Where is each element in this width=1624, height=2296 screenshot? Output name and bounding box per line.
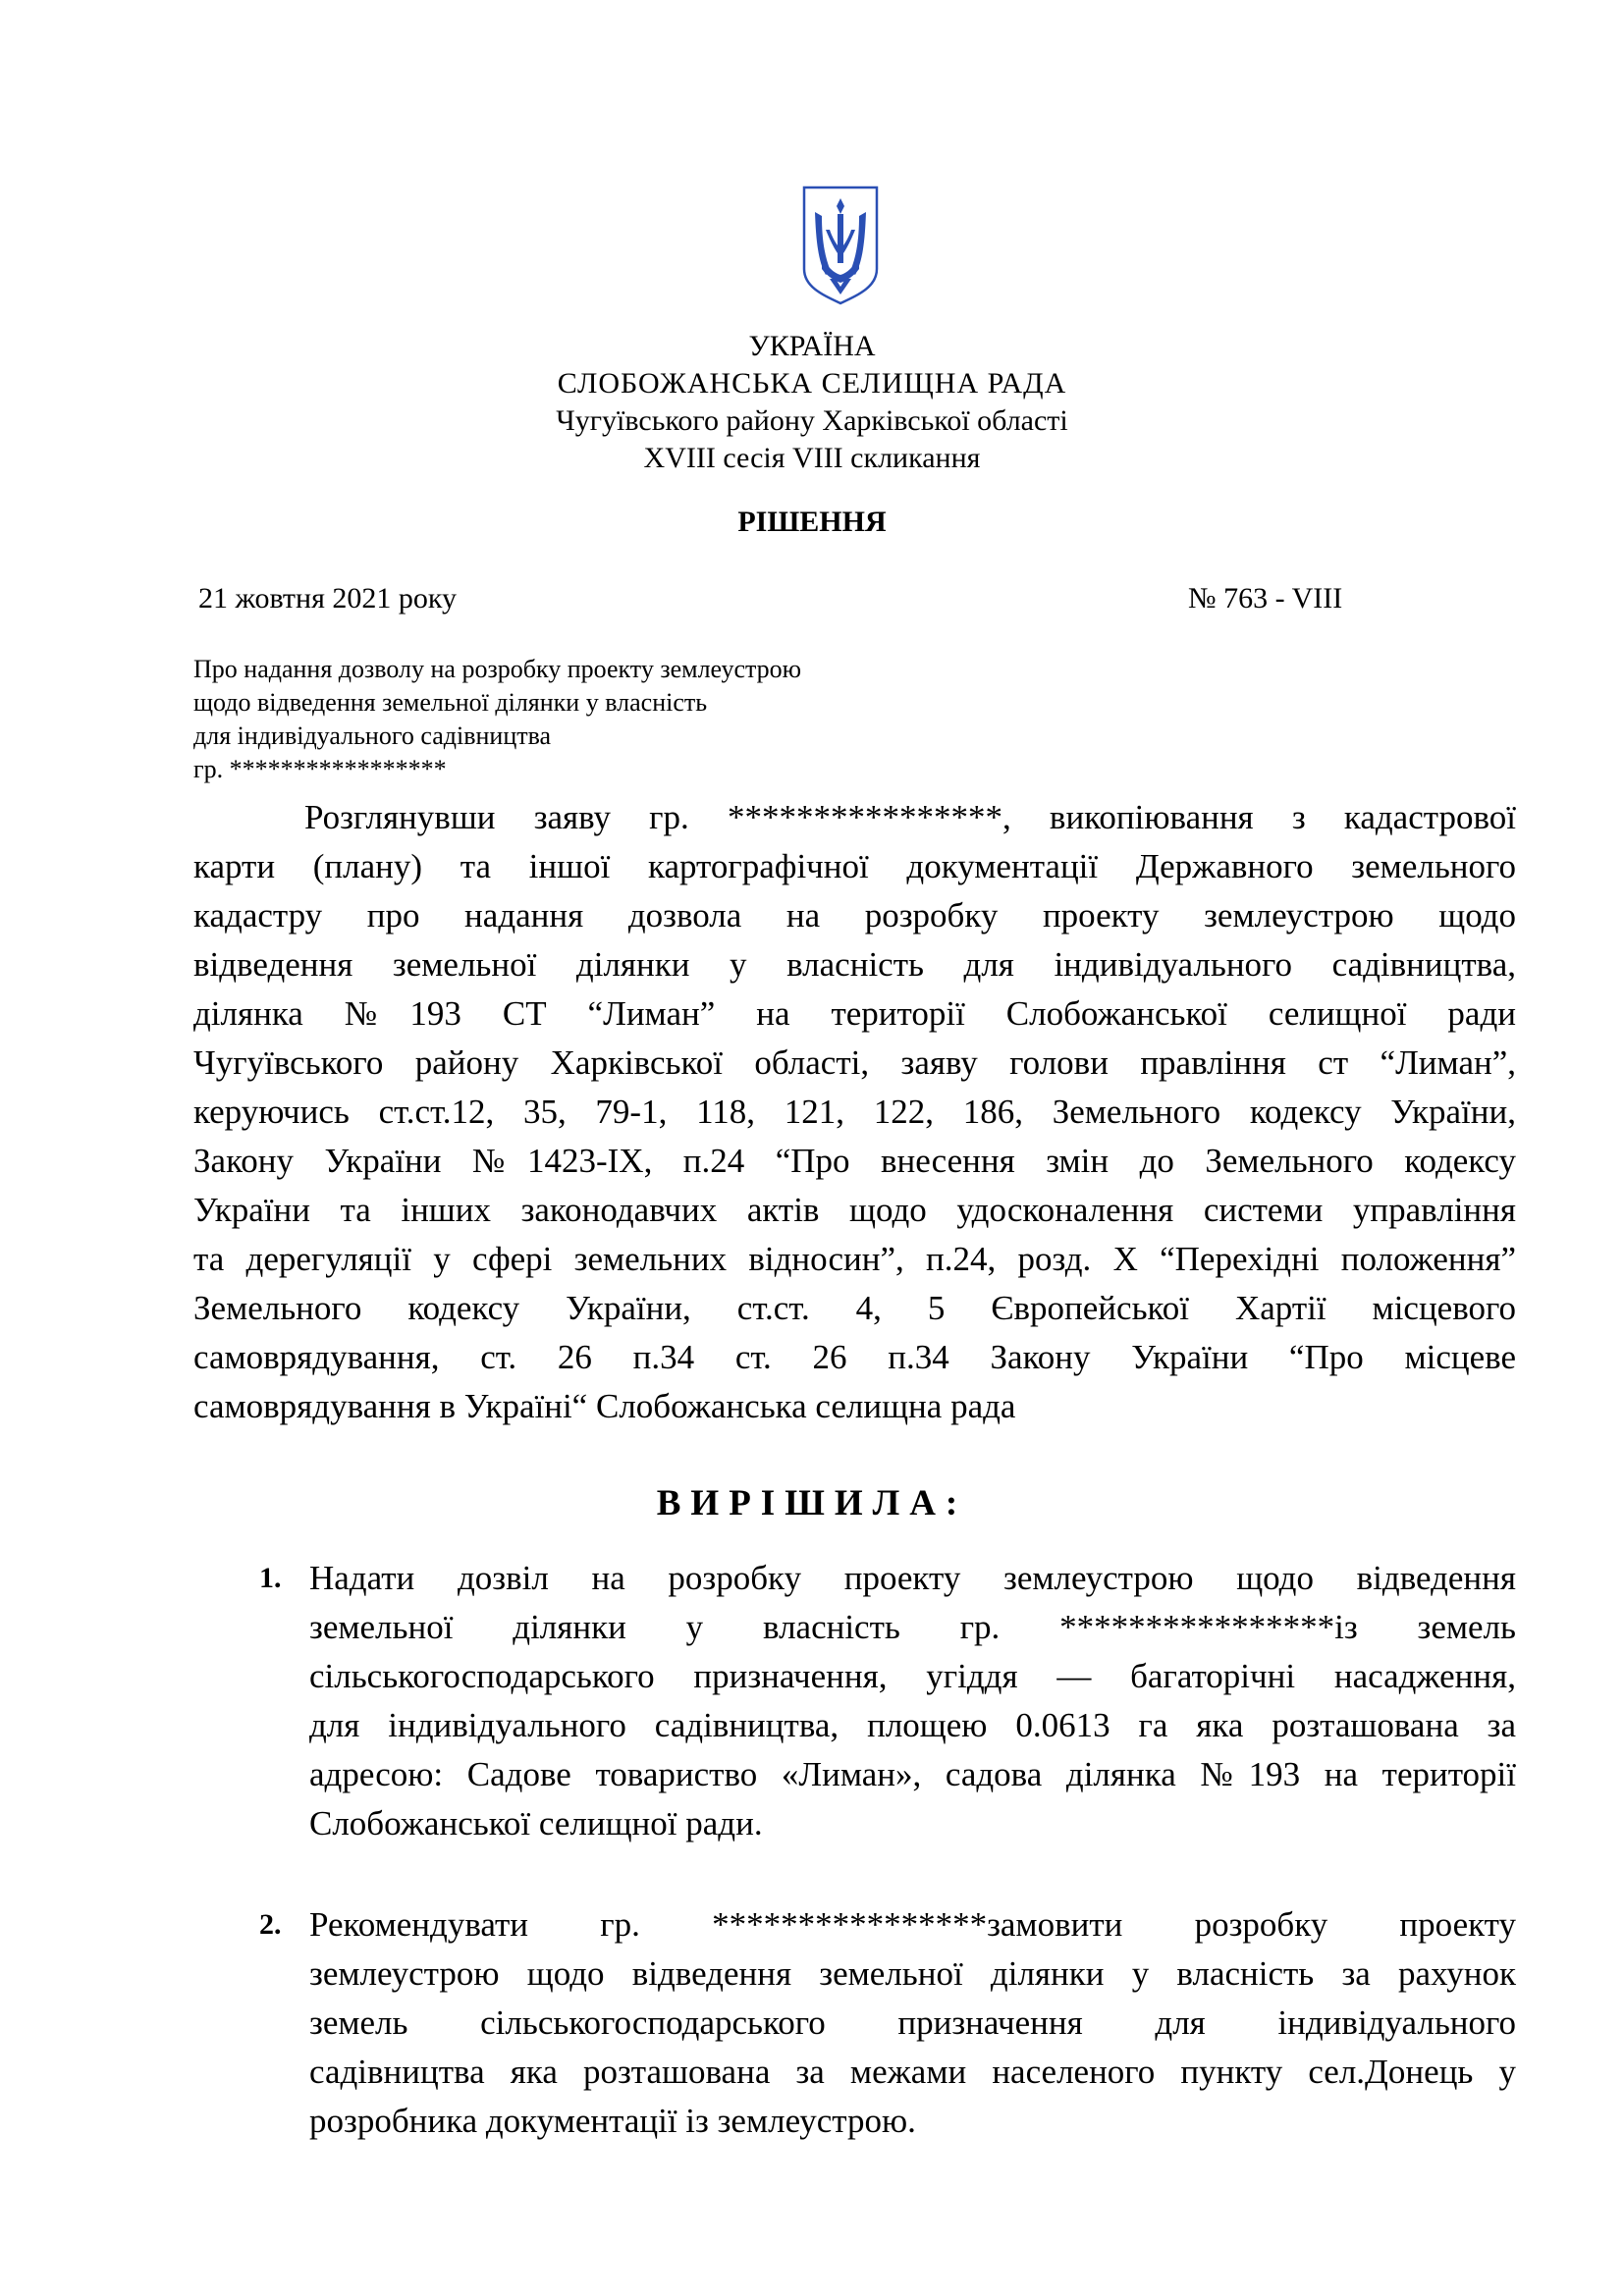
item-line: адресою: Садове товариство «Лиман», садова ділянка №193 на території bbox=[309, 1755, 1516, 1793]
subject-line: щодо відведення земельної ділянки у власність bbox=[193, 688, 708, 717]
council-name: СЛОБОЖАНСЬКА СЕЛИЩНА РАДА bbox=[557, 367, 1067, 400]
preamble-line: та дерегуляції у сфері земельних відносин”, п.24, розд. X “Перехідні положення” bbox=[193, 1240, 1516, 1278]
preamble-line: Розглянувши заяву гр. ****************, викопіювання з кадастрової bbox=[304, 798, 1516, 836]
decision-number: № 763 - VIII bbox=[1188, 582, 1343, 614]
item-line: розробника документації із землеустрою. bbox=[309, 2102, 916, 2140]
coat-of-arms-icon bbox=[800, 185, 881, 306]
subject-line: гр. ***************** bbox=[193, 755, 447, 783]
session-info: XVIII сесія VIII скликання bbox=[643, 442, 981, 474]
preamble-line: карти (плану) та іншої картографічної документації Державного земельного bbox=[193, 847, 1516, 885]
preamble-line: керуючись ст.ст.12, 35, 79-1, 118, 121, 122, 186, Земельного кодексу України, bbox=[193, 1093, 1516, 1131]
preamble-line: Закону України №1423-IX, п.24 “Про внесення змін до Земельного кодексу bbox=[193, 1142, 1516, 1180]
preamble-line: кадастру про надання дозвола на розробку проекту землеустрою щодо bbox=[193, 896, 1516, 934]
item-line: землеустрою щодо відведення земельної ділянки у власність за рахунок bbox=[309, 1954, 1516, 1993]
district-name: Чугуївського району Харківської області bbox=[556, 404, 1068, 437]
preamble-line: самоврядування, ст. 26 п.34 ст. 26 п.34 Закону України “Про місцеве bbox=[193, 1338, 1516, 1376]
item-line: Слобожанської селищної ради. bbox=[309, 1804, 763, 1842]
item-line: Надати дозвіл на розробку проекту землеустрою щодо відведення bbox=[309, 1559, 1516, 1597]
preamble-line: ділянка №193 СТ “Лиман” на території Слобожанської селищної ради bbox=[193, 994, 1516, 1033]
decision-date: 21 жовтня 2021 року bbox=[198, 582, 458, 614]
item-text bbox=[309, 1900, 1516, 2146]
item-number: 1. bbox=[259, 1562, 282, 1594]
item-line: Рекомендувати гр. ****************замовити розробку проекту bbox=[309, 1905, 1516, 1944]
preamble-paragraph bbox=[193, 793, 1516, 1431]
decision-title: РІШЕННЯ bbox=[737, 506, 887, 538]
preamble-line: Земельного кодексу України, ст.ст. 4, 5 Європейської Хартії місцевого bbox=[193, 1289, 1516, 1327]
preamble-line: України та інших законодавчих актів щодо удосконалення системи управління bbox=[193, 1191, 1516, 1229]
item-line: сільськогосподарського призначення, угіддя — багаторічні насадження, bbox=[309, 1657, 1516, 1695]
item-number: 2. bbox=[259, 1908, 282, 1941]
preamble-line: самоврядування в Україні“ Слобожанська селищна рада bbox=[193, 1387, 1016, 1425]
item-line: садівництва яка розташована за межами населеного пункту сел.Донець у bbox=[309, 2053, 1516, 2091]
subject-line: для індивідуального садівництва bbox=[193, 721, 552, 750]
decided-heading: ВИРІШИЛА: bbox=[656, 1483, 968, 1523]
item-line: для індивідуального садівництва, площею 0.0613 га яка розташована за bbox=[309, 1706, 1516, 1744]
item-line: земель сільськогосподарського призначення для індивідуального bbox=[309, 2003, 1516, 2042]
preamble-line: Чугуївського району Харківської області, заяву голови правління ст “Лиман”, bbox=[193, 1043, 1516, 1082]
country-name: УКРАЇНА bbox=[748, 330, 876, 362]
decision-subject bbox=[193, 653, 801, 786]
subject-line: Про надання дозволу на розробку проекту землеустрою bbox=[193, 655, 802, 683]
preamble-line: відведення земельної ділянки у власність для індивідуального садівництва, bbox=[193, 945, 1516, 984]
item-line: земельної ділянки у власність гр. ****************із земель bbox=[309, 1608, 1516, 1646]
document-header bbox=[0, 328, 1624, 477]
item-text bbox=[309, 1554, 1516, 1848]
